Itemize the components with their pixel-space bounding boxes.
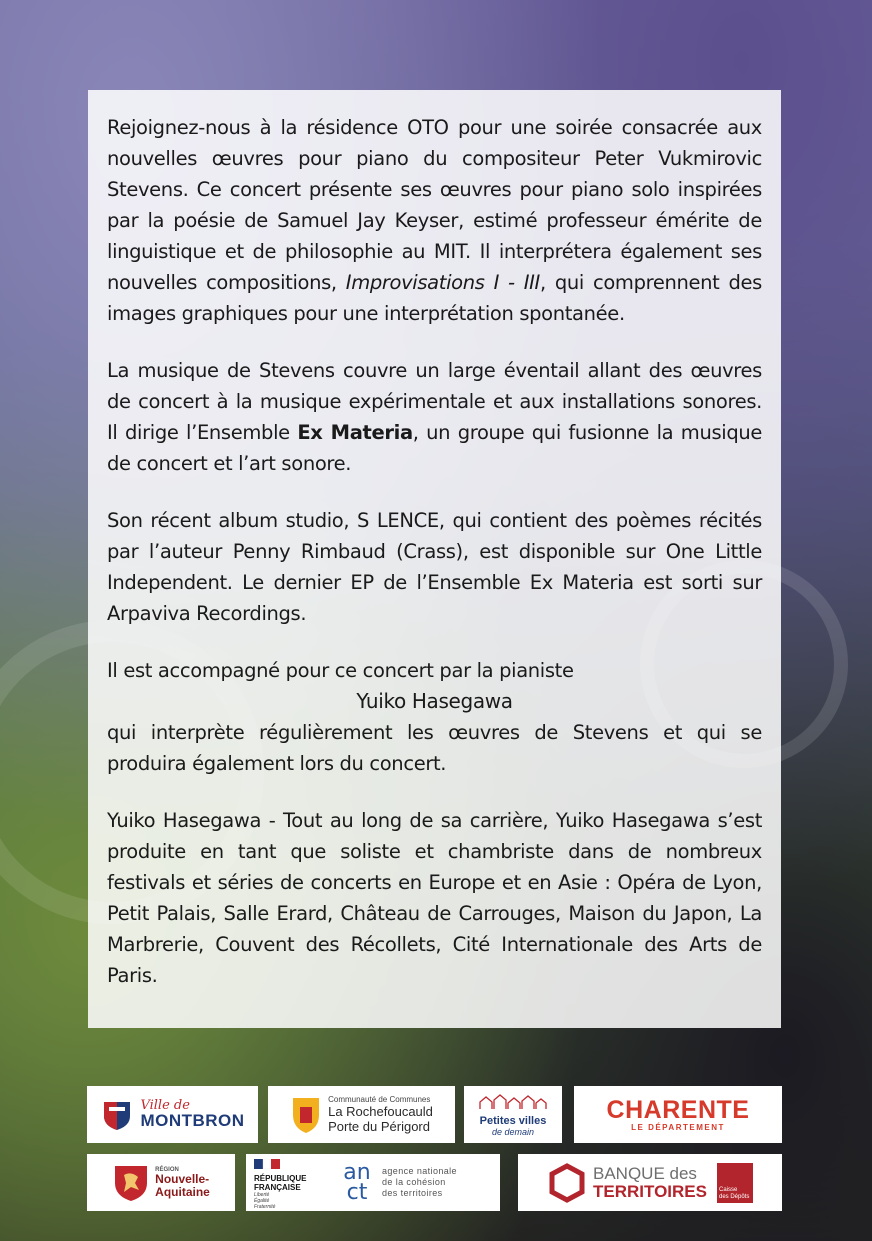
petites-villes-town-icon [478,1092,548,1110]
ensemble-name: Ex Materia [297,421,413,444]
banque-hexagon-icon [547,1163,587,1203]
logo-charente-departement: CHARENTE LE DÉPARTEMENT [574,1086,782,1143]
pianist-name: Yuiko Hasegawa [356,689,513,713]
nouvelle-aquitaine-lion-icon [112,1163,150,1203]
caisse-des-depots-badge: Caisse des Dépôts [717,1163,753,1203]
rochefoucauld-shield-icon [290,1095,322,1135]
paragraph-accompaniment-line: Il est accompagné pour ce concert par la pianiste [107,659,574,682]
paragraph-album: Son récent album studio, S LENCE, qui contient des poèmes récités par l’auteur Penny Rimbaud (Crass), est disponible sur One Little Independent. Le dernier EP de l’Ensemble Ex Materia est sorti sur Arpaviva Recordings. [107,509,762,625]
paragraph-music: La musique de Stevens couvre un large éventail allant des œuvres de concert à la musique expérimentale et aux installations sonores. Il dirige l’Ensemble Ex Materia, un groupe qui fusionne la musique de concert et l’art sonore. [107,359,763,475]
text-panel [88,90,781,1028]
work-title: Improvisations I - III [345,271,540,294]
logo-petites-villes-de-demain: Petites villes de demain [464,1086,562,1143]
paragraph-accompaniment-rest: qui interprète régulièrement les œuvres de Stevens et qui se produira également lors du concert. [107,721,762,775]
montbron-crest-icon [100,1098,134,1132]
logo-la-rochefoucauld: Communauté de Communes La Rochefoucauld Porte du Périgord [268,1086,455,1143]
logo-banque-des-territoires: BANQUE des TERRITOIRES Caisse des Dépôts [518,1154,782,1211]
paragraph-biography: Yuiko Hasegawa - Tout au long de sa carrière, Yuiko Hasegawa s’est produite en tant que soliste et chambriste dans de nombreux festivals et séries de concerts en Europe et en Asie : Opéra de Lyon, Petit Palais, Salle Erard, Château de Carrouges, Maison du Japon, La Marbrerie, Couvent des Récollets, Cité Internationale des Arts de Paris. [107,809,762,987]
logo-ville-de-montbron: Ville de MONTBRON [87,1086,258,1143]
logo-anct-republique-francaise: RÉPUBLIQUE FRANÇAISE Liberté Égalité Fraternité an ct agence nationale de la cohésion des territoires [246,1154,500,1211]
anct-mark: an ct [343,1159,371,1205]
paragraph-intro: Rejoignez-nous à la résidence OTO pour une soirée consacrée aux nouvelles œuvres pour piano du compositeur Peter Vukmirovic Stevens. Ce concert présente ses œuvres pour piano solo inspirées par la poésie de Samuel Jay Keyser, estimé professeur émérite de linguistique et de philosophie au MIT. Il interprétera également ses nouvelles compositions, Improvisations I - III, qui comprennent des images graphiques pour une interprétation spontanée. [107,116,762,325]
logo-region-nouvelle-aquitaine: RÉGION Nouvelle- Aquitaine [87,1154,235,1211]
marianne-flag-icon [254,1159,280,1169]
